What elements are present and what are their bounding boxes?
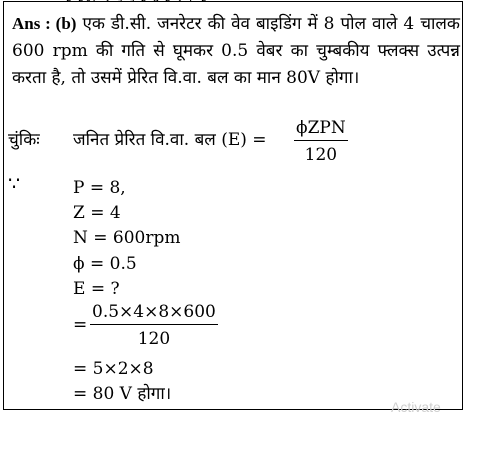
calc-equals: = bbox=[73, 315, 88, 335]
answer-label: Ans : (b) bbox=[12, 14, 77, 33]
given-z: Z = 4 bbox=[73, 203, 121, 223]
calc-denominator: 120 bbox=[137, 329, 171, 349]
answer-box bbox=[3, 1, 463, 410]
calc-step3: = 80 V होगा। bbox=[73, 384, 172, 404]
answer-text: एक डी.सी. जनरेटर की वेव बाइडिंग में 8 पोल वाले 4 चालक 600 rpm की गति से घूमकर 0.5 वेबर का चुम्बकीय फ्लक्स उत्पन्न करता है, तो उसमें प्रेरित वि.वा. बल का मान 80V होगा। bbox=[12, 14, 460, 88]
formula-denominator: 120 bbox=[304, 145, 338, 165]
formula-prefix: चुंकिः bbox=[8, 130, 40, 150]
formula-numerator: ϕZPN bbox=[294, 118, 348, 141]
answer-paragraph bbox=[12, 10, 460, 92]
calc-numerator: 0.5×4×8×600 bbox=[90, 302, 218, 325]
because-symbol: ∵ bbox=[8, 173, 21, 195]
calc-fraction bbox=[90, 302, 218, 349]
activate-watermark: Activate bbox=[391, 399, 441, 415]
given-phi: ϕ = 0.5 bbox=[73, 254, 137, 274]
given-p: P = 8, bbox=[73, 178, 126, 198]
given-e: E = ? bbox=[73, 279, 120, 299]
formula-fraction bbox=[294, 118, 348, 165]
calc-step2: = 5×2×8 bbox=[73, 359, 154, 379]
formula-lhs: जनित प्रेरित वि.वा. बल (E) = bbox=[73, 130, 267, 150]
given-n: N = 600rpm bbox=[73, 228, 181, 248]
